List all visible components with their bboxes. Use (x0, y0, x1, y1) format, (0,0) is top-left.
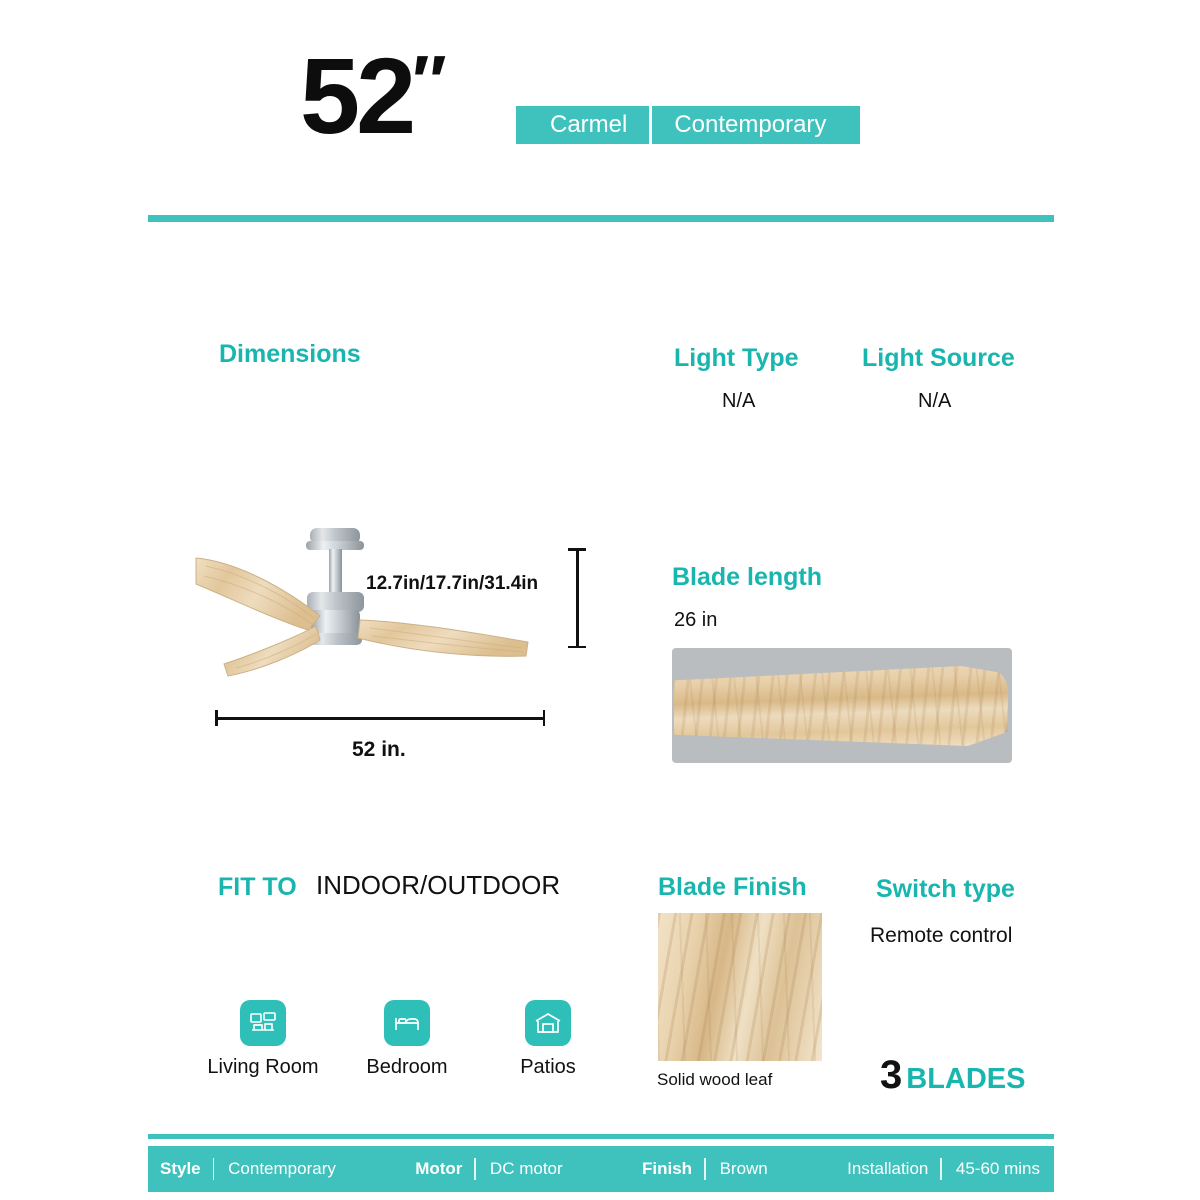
blade-photo (672, 648, 1012, 763)
light-source-value: N/A (918, 390, 952, 412)
room-bedroom (332, 1000, 482, 1079)
blade-grain (674, 666, 1008, 746)
height-cap-bottom (568, 646, 586, 649)
height-dimension-bar (568, 548, 586, 648)
fit-to-label: FIT TO (218, 873, 297, 901)
fit-to-value: INDOOR/OUTDOOR (316, 870, 561, 900)
blades-word: BLADES (906, 1063, 1026, 1095)
switch-type-value: Remote control (870, 924, 1013, 947)
series-style-bar (516, 106, 860, 144)
series-name: Carmel (516, 106, 649, 144)
footer-key: Motor (415, 1159, 463, 1178)
footer-key: Installation (847, 1159, 929, 1178)
patio-icon (525, 1000, 571, 1046)
light-type-label: Light Type (674, 344, 799, 372)
blade-finish-label: Blade Finish (658, 873, 807, 901)
footer-item-motor (403, 1146, 576, 1192)
footer-item-finish (630, 1146, 782, 1192)
inch-symbol: ″ (412, 42, 447, 122)
fan-drawing (180, 500, 600, 730)
room-label: Bedroom (366, 1056, 448, 1078)
footer-value: 45-60 mins (955, 1159, 1040, 1178)
blade-length-label: Blade length (672, 563, 823, 591)
switch-type-label: Switch type (876, 875, 1015, 903)
fan-size-title (300, 35, 447, 156)
footer-value: DC motor (489, 1159, 563, 1178)
footer-item-installation (835, 1146, 1054, 1192)
bedroom-icon (384, 1000, 430, 1046)
fan-height-value: 12.7in/17.7in/31.4in (366, 573, 539, 594)
blade-shape (674, 666, 1008, 746)
room-label: Living Room (207, 1056, 319, 1078)
ceiling-fan-illustration (180, 500, 600, 730)
blades-count (880, 1053, 1025, 1098)
header-rule (148, 215, 1054, 222)
room-icons-group (190, 1000, 590, 1100)
footer-key: Style (160, 1159, 201, 1178)
footer-value: Contemporary (228, 1159, 336, 1178)
height-line (576, 548, 579, 648)
width-cap-right (543, 710, 546, 726)
room-patios (473, 1000, 623, 1079)
footer-key: Finish (642, 1159, 693, 1178)
fan-size-number: 52 (300, 35, 413, 156)
header (0, 0, 1200, 230)
dimensions-label: Dimensions (219, 340, 361, 368)
light-type-value: N/A (722, 390, 756, 412)
style-name: Contemporary (652, 106, 860, 144)
living-room-icon (240, 1000, 286, 1046)
footer-rule (148, 1134, 1054, 1139)
blade-length-value: 26 in (674, 609, 718, 631)
spec-footer (148, 1146, 1054, 1192)
finish-grain (658, 913, 822, 1061)
light-source-label: Light Source (862, 344, 1015, 372)
width-line (215, 717, 545, 720)
blades-number: 3 (880, 1053, 903, 1097)
fan-width-value: 52 in. (352, 738, 406, 761)
footer-item-style (148, 1146, 350, 1192)
blade-finish-caption: Solid wood leaf (657, 1070, 773, 1089)
footer-value: Brown (719, 1159, 768, 1178)
blade-finish-swatch (658, 913, 822, 1061)
room-label: Patios (520, 1056, 576, 1078)
room-living-room (188, 1000, 338, 1079)
width-dimension-bar (215, 710, 545, 726)
